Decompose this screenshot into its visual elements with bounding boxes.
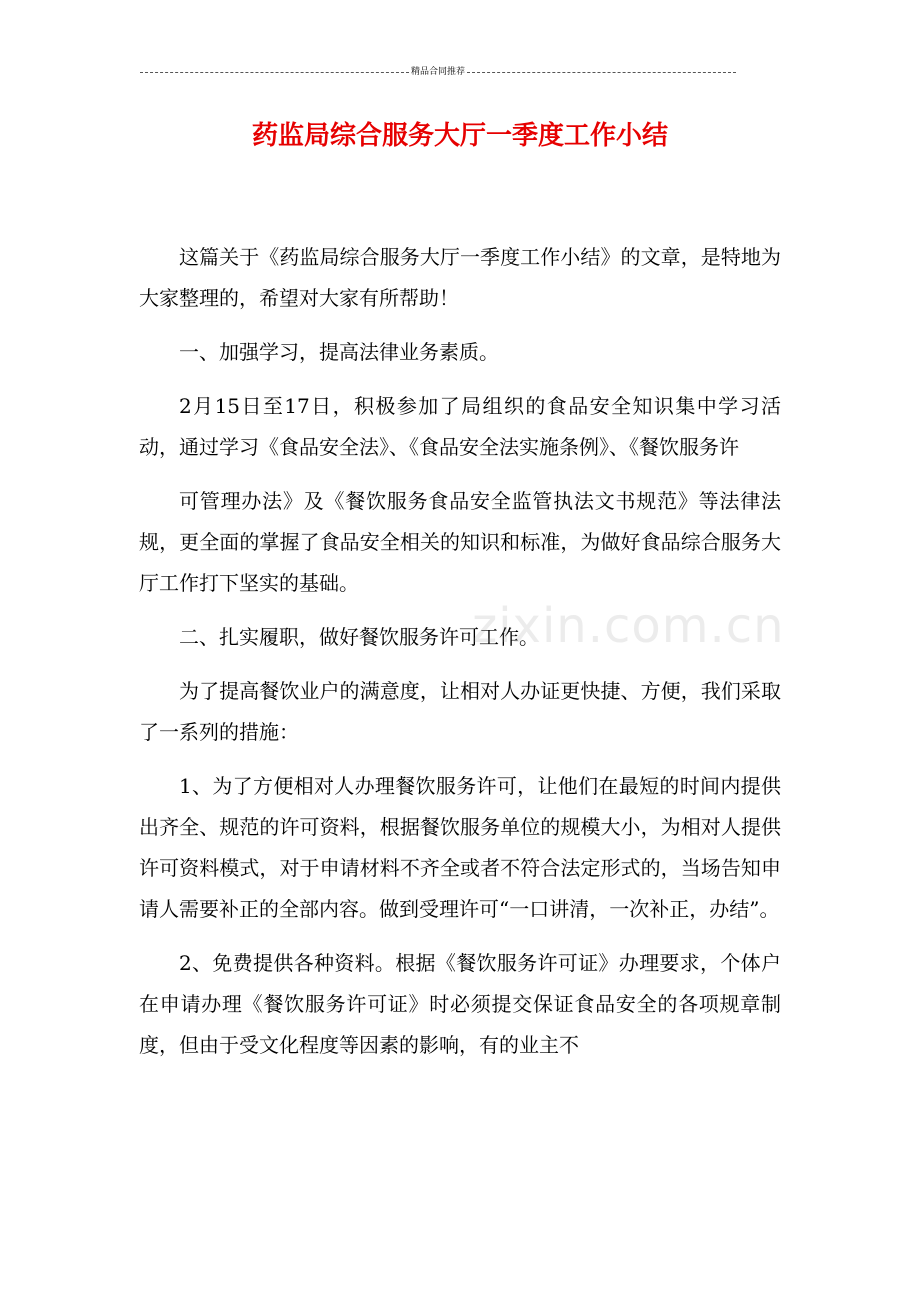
header-label: 精品合同推荐 [411,67,466,77]
page-header [140,66,736,78]
header-dash-right [467,72,736,73]
watermark: zixin.com.cn [472,598,785,654]
paragraph-measure-2: 2、免费提供各种资料。根据《餐饮服务许可证》办理要求，个体户在申请办理《餐饮服务许可证》时必须提交保证食品安全的各项规章制度，但由于受文化程度等因素的影响，有的业主不 [139,951,781,1057]
paragraph-study-continued: 可管理办法》及《餐饮服务食品安全监管执法文书规范》等法律法规，更全面的掌握了食品安全相关的知识和标准，为做好食品综合服务大厅工作打下坚实的基础。 [139,489,781,595]
paragraph-intro: 这篇关于《药监局综合服务大厅一季度工作小结》的文章，是特地为大家整理的，希望对大家有所帮助！ [139,245,781,310]
section-heading-1: 一、加强学习，提高法律业务素质。 [179,340,499,364]
paragraph-measures: 为了提高餐饮业户的满意度，让相对人办证更快捷、方便，我们采取了一系列的措施： [139,679,781,744]
document-title: 药监局综合服务大厅一季度工作小结 [251,121,668,151]
header-dash-left [140,72,409,73]
paragraph-measure-1: 1、为了方便相对人办理餐饮服务许可，让他们在最短的时间内提供出齐全、规范的许可资料，根据餐饮服务单位的规模大小，为相对人提供许可资料模式，对于申请材料不齐全或者不符合法定形式的，当场告知申请人需要补正的全部内容。做到受理许可“一口讲清，一次补正，办结”。 [139,774,781,921]
document-body [139,237,781,1079]
section-heading-2: 二、扎实履职，做好餐饮服务许可工作。 [179,625,539,649]
paragraph-study: 2月15日至17日，积极参加了局组织的食品安全知识集中学习活动，通过学习《食品安全法》、《食品安全法实施条例》、《餐饮服务许 [139,394,781,459]
